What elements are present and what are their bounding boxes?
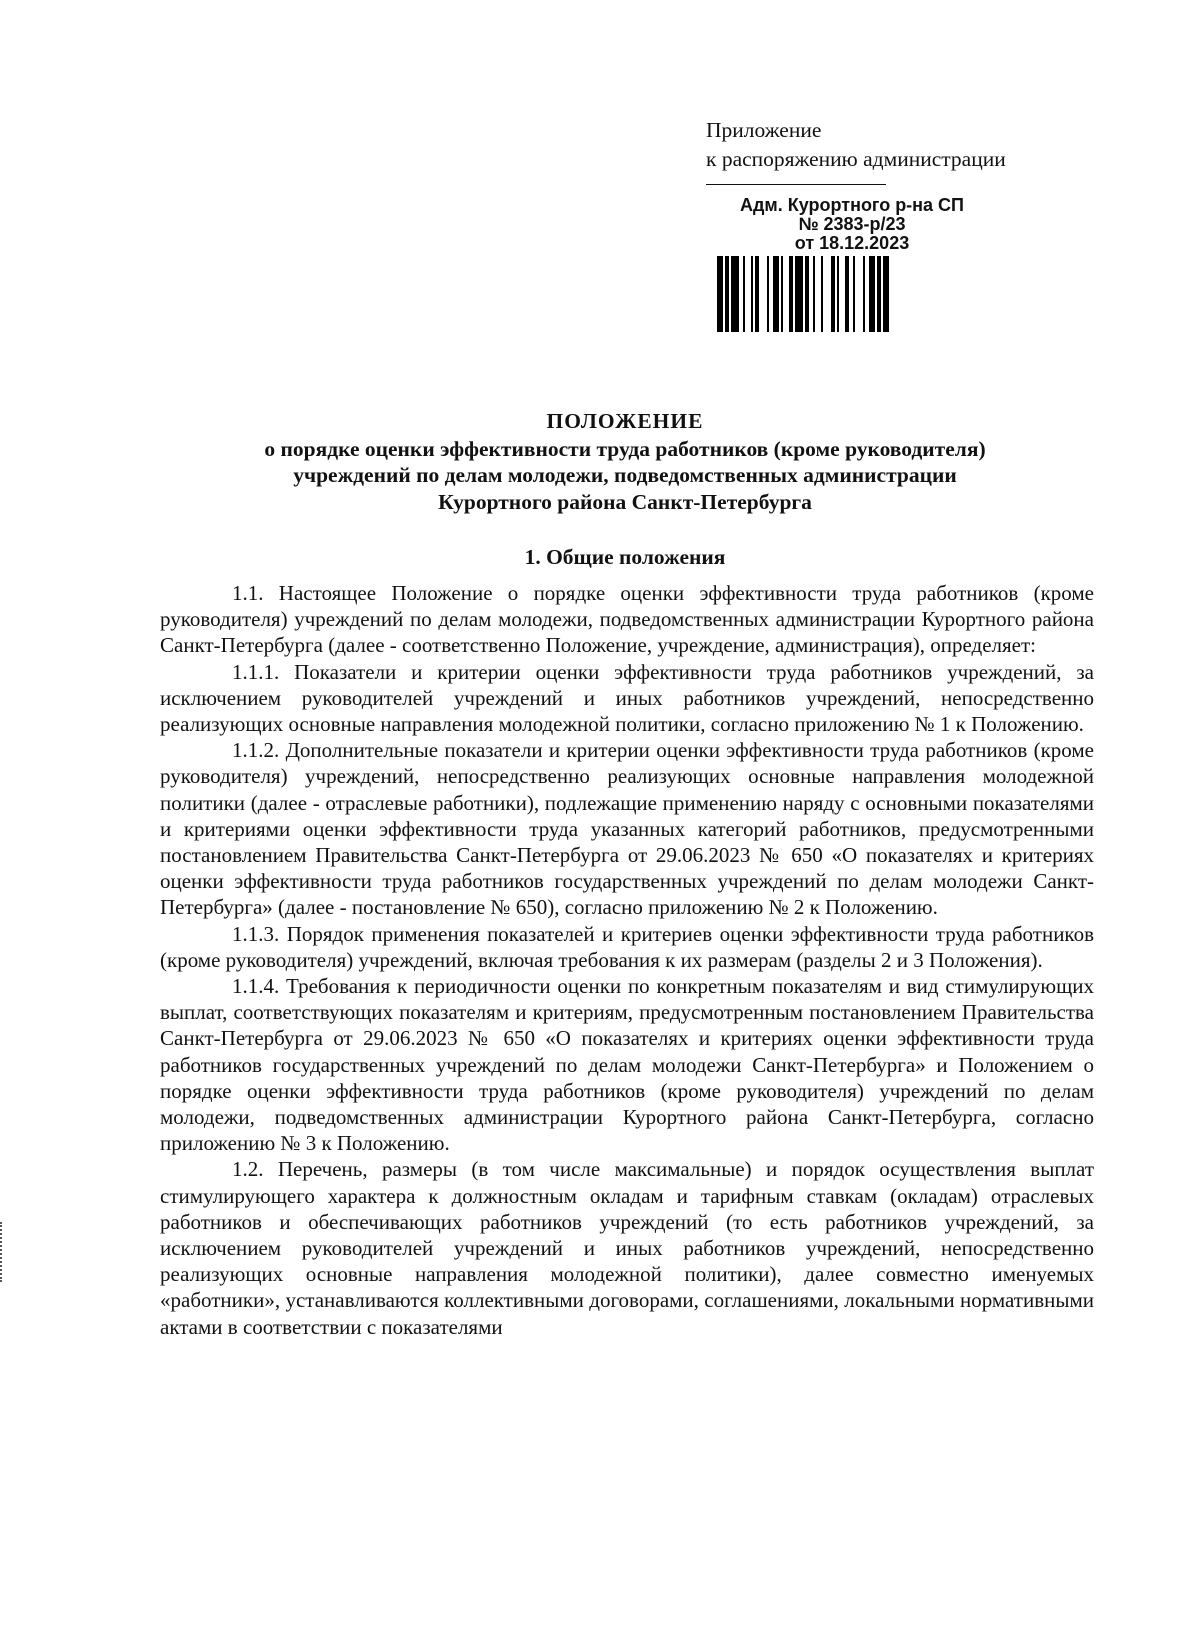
section-heading: 1. Общие положения [524,545,726,569]
document-title-block [150,408,1100,515]
barcode-bar [869,256,875,332]
barcode-bar [837,256,839,332]
registration-stamp [712,196,992,253]
document-subtitle-line-1: о порядке оценки эффективности труда работников (кроме руководителя) [264,436,986,461]
document-subtitle-line-2: учреждений по делам молодежи, подведомственных администрации [293,463,957,487]
document-title: ПОЛОЖЕНИЕ [546,409,704,433]
barcode-bar [831,256,835,332]
barcode-bar [725,256,729,332]
barcode-bar [789,256,793,332]
barcode-bar [863,256,865,332]
paragraph-1-1-2: 1.1.2. Дополнительные показатели и критерии оценки эффективности труда работников (кроме руководителя) учреждений, непосредственно реализующих основные направления молодежной политики (далее - отраслевые работники), подлежащие применению наряду с основными показателями и критериями оценки эффективности труда указанных категорий работников, предусмотренными постановлением Правительства Санкт-Петербурга от 29.06.2023 № 650 «О показателях и критериях оценки эффективности труда работников государственных учреждений по делам молодежи Санкт-Петербурга» (далее - постановление № 650), согласно приложению № 2 к Положению. [160,738,1094,920]
paragraph-1-2: 1.2. Перечень, размеры (в том числе максимальные) и порядок осуществления выплат стимулирующего характера к должностным окладам и тарифным ставкам (окладам) отраслевых работников и обеспечивающих работников учреждений (то есть работников учреждений, за исключением руководителей учреждений и иных работников учреждений, непосредственно реализующих основные направления молодежной политики), далее совместно именуемых «работники», устанавливаются коллективными договорами, соглашениями, локальными нормативными актами в соответствии с показателями [160,1157,1094,1339]
barcode-bar [795,256,803,332]
appendix-line-2: к распоряжению администрации [706,147,1006,171]
appendix-header [706,116,1006,174]
barcode-bar [767,256,769,332]
stamp-line-1: Адм. Курортного р-на СП [740,195,964,215]
barcode-bar [731,256,739,332]
barcode-bar [773,256,779,332]
barcode-image [717,256,983,332]
stamp-number: № 2383-р/23 [798,214,906,234]
barcode-bar [845,256,849,332]
barcode-bar [883,256,889,332]
paragraph-1-1-3: 1.1.3. Порядок применения показателей и критериев оценки эффективности труда работников (кроме руководителя) учреждений, включая требования к их размерам (разделы 2 и 3 Положения). [160,921,1094,972]
barcode-bar [813,256,815,332]
paragraph-1-1-4: 1.1.4. Требования к периодичности оценки по конкретным показателям и вид стимулирующих выплат, соответствующих показателям и критериям, предусмотренным постановлением Правительства Санкт-Петербурга от 29.06.2023 № 650 «О показателях и критериях оценки эффективности труда работников государственных учреждений по делам молодежи Санкт-Петербурга» и Положением о порядке оценки эффективности труда работников (кроме руководителя) учреждений по делам молодежи, подведомственных администрации Курортного района Санкт-Петербурга, согласно приложению № 3 к Положению. [160,974,1094,1156]
barcode-bar [743,256,745,332]
stamp-divider [706,184,886,185]
barcode-bar [805,256,809,332]
scan-edge-marks [0,1222,5,1282]
paragraph-1-1: 1.1. Настоящее Положение о порядке оценки эффективности труда работников (кроме руководителя) учреждений по делам молодежи, подведомственных администрации Курортного района Санкт-Петербурга (далее - соответственно Положение, учреждение, администрация), определяет: [160,581,1094,658]
barcode-bar [751,256,753,332]
barcode-bar [781,256,783,332]
document-body [160,580,1094,1340]
barcode-bar [755,256,759,332]
document-subtitle-line-3: Курортного района Санкт-Петербурга [438,489,812,514]
appendix-line-1: Приложение [706,118,822,142]
barcode-bar [877,256,881,332]
paragraph-1-1-1: 1.1.1. Показатели и критерии оценки эффективности труда работников учреждений, за исключением руководителей учреждений и иных работников учреждений, непосредственно реализующих основные направления молодежной политики, согласно приложению № 1 к Положению. [160,659,1094,737]
barcode-bar [717,256,723,332]
stamp-date: от 18.12.2023 [794,233,910,253]
barcode-bar [821,256,823,332]
barcode-bar [853,256,855,332]
